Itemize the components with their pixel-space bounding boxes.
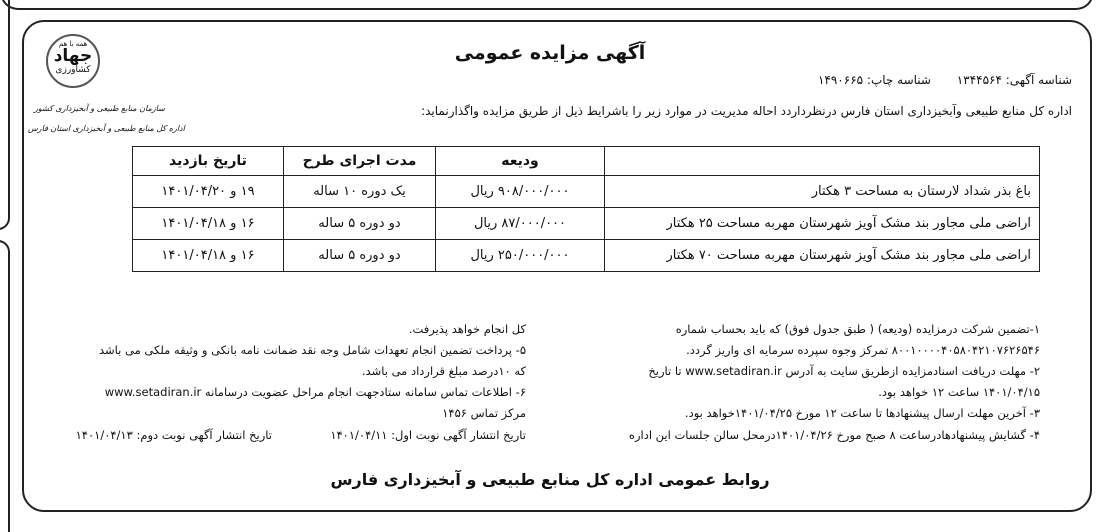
condition-6-phone: مرکز تماس ۱۴۵۶ — [442, 406, 526, 420]
condition-2-date: ۱۴۰۱/۰۴/۱۵ ساعت ۱۲ خواهد بود. — [878, 385, 1040, 399]
condition-2: ۲- مهلت دریافت اسنادمزایده ازطریق سایت به آدرس www.setadiran.ir تا تاریخ — [648, 364, 1040, 378]
logo-line-2: جهاد — [53, 46, 93, 66]
header-item — [605, 147, 1040, 176]
cell-deposit: ۸۷/۰۰۰/۰۰۰ ریال — [436, 208, 605, 240]
logo-line-1: همه با هم — [58, 40, 88, 48]
condition-1-account: ۸۰۰۱۰۰۰۰۴۰۵۸۰۴۲۱۰۷۶۲۶۵۴۶ تمرکز وجوه سپرده سرمایه ای واریز گردد. — [686, 343, 1040, 357]
condition-5-cont: که ۱۰درصد مبلغ قرارداد می باشد. — [361, 364, 526, 378]
table-header-row — [133, 147, 1040, 176]
publish-date-2: تاریخ انتشار آگهی نوبت دوم: ۱۴۰۱/۰۴/۱۳ — [75, 428, 272, 442]
table-row — [133, 176, 1040, 208]
notice-meta — [796, 73, 1072, 87]
condition-5: ۵- پرداخت تضمین انجام تعهدات شامل وجه نقد ضمانت نامه بانکی و وثیقه ملکی می باشد — [99, 343, 526, 357]
notice-title: آگهی مزایده عمومی — [454, 42, 646, 64]
cell-deposit: ۲۵۰/۰۰۰/۰۰۰ ریال — [436, 240, 605, 272]
condition-3: ۳- آخرین مهلت ارسال پیشنهادها تا ساعت ۱۲ مورخ ۱۴۰۱/۰۴/۲۵خواهد بود. — [684, 406, 1040, 420]
condition-4-cont: کل انجام خواهد پذیرفت. — [408, 322, 526, 336]
condition-4: ۴- گشایش پیشنهادهادرساعت ۸ صبح مورخ ۱۴۰۱/۰۴/۲۶درمحل سالن جلسات این اداره — [628, 428, 1040, 442]
condition-1: ۱-تضمین شرکت درمزایده (ودیعه) ( طبق جدول فوق) که باید بحساب شماره — [675, 322, 1040, 336]
top-frame-border — [0, 0, 1094, 10]
cell-duration: دو دوره ۵ ساله — [284, 208, 436, 240]
table-row — [133, 208, 1040, 240]
table-row — [133, 240, 1040, 272]
cell-item: اراضی ملی مجاور بند مشک آویز شهرستان مهربه مساحت ۲۵ هکتار — [605, 208, 1040, 240]
org-line-2: اداره کل منابع طبیعی و آبخیزداری استان فارس — [28, 124, 185, 133]
print-number: شناسه چاپ: ۱۴۹۰۶۶۵ — [817, 73, 931, 87]
condition-6: ۶- اطلاعات تماس سامانه ستادجهت انجام مراحل عضویت درسامانه www.setadiran.ir — [104, 385, 526, 399]
cell-deposit: ۹۰۸/۰۰۰/۰۰۰ ریال — [436, 176, 605, 208]
auction-table — [132, 146, 1040, 272]
footer-public-relations: روابط عمومی اداره کل منابع طبیعی و آبخیزداری فارس — [330, 470, 770, 489]
cell-visit-date: ۱۶ و ۱۴۰۱/۰۴/۱۸ — [133, 208, 284, 240]
header-duration: مدت اجرای طرح — [284, 147, 436, 176]
publish-date-1: تاریخ انتشار آگهی نوبت اول: ۱۴۰۱/۰۴/۱۱ — [330, 428, 526, 442]
ad-number: شناسه آگهی: ۱۳۴۴۵۶۴ — [956, 73, 1072, 87]
cell-duration: یک دوره ۱۰ ساله — [284, 176, 436, 208]
logo-line-3: کشاورزی — [55, 65, 91, 75]
cell-visit-date: ۱۹ و ۱۴۰۱/۰۴/۲۰ — [133, 176, 284, 208]
cell-item: اراضی ملی مجاور بند مشک آویز شهرستان مهربه مساحت ۷۰ هکتار — [605, 240, 1040, 272]
header-deposit: ودیعه — [436, 147, 605, 176]
cell-item: باغ بذر شداد لارستان به مساحت ۳ هکتار — [605, 176, 1040, 208]
header-visit-date: تاریخ بازدید — [133, 147, 284, 176]
cell-visit-date: ۱۶ و ۱۴۰۱/۰۴/۱۸ — [133, 240, 284, 272]
notice-intro: اداره کل منابع طبیعی وآبخیزداری استان فارس درنظرداردد احاله مدیریت در موارد زیر را باشرایط ذیل از طریق مزایده واگذارنماید: — [421, 104, 1072, 118]
left-frame-border — [0, 0, 10, 524]
org-line-1: سازمان منابع طبیعی و آبخیزداری کشور — [34, 104, 165, 113]
cell-duration: دو دوره ۵ ساله — [284, 240, 436, 272]
